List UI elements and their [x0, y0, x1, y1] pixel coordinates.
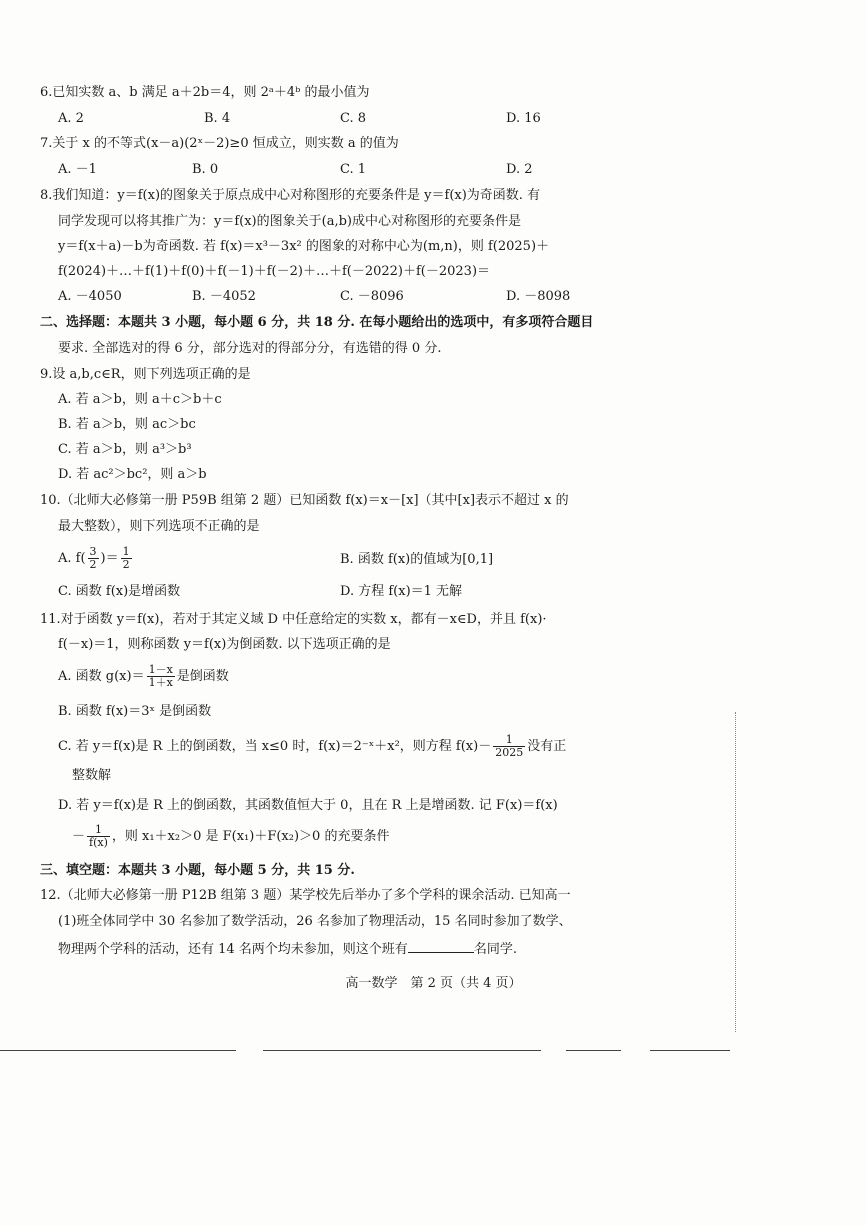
- q10-line2: 最大整数），则下列选项不正确的是: [58, 519, 260, 534]
- page-footer: 高一数学 第 2 页（共 4 页）: [345, 976, 522, 991]
- q7-option-b: B. 0: [192, 162, 219, 177]
- q11-option-a: A. 函数 g(x)＝ $\frac{1-x}{1+x}$ 是倒函数: [58, 663, 229, 689]
- q6-option-d: D. 16: [506, 111, 541, 126]
- answer-blank[interactable]: [408, 940, 474, 953]
- section2-note: 要求. 全部选对的得 6 分，部分选对的得部分分，有选错的得 0 分.: [58, 341, 442, 356]
- fraction: $\frac{1}{f(x)}$: [89, 823, 108, 849]
- fraction: $\frac{1-x}{1+x}$: [148, 663, 173, 689]
- q9-option-b: B. 若 a＞b，则 ac＞bc: [58, 417, 196, 432]
- q11-option-c: C. 若 y＝f(x)是 R 上的倒函数，当 x≤0 时，f(x)＝2⁻ˣ＋x²，则方程 f(x)－ $\frac{1}{2025}$ 没有正: [58, 733, 567, 759]
- q9-option-a: A. 若 a＞b，则 a＋c＞b＋c: [58, 392, 222, 407]
- q6-option-c: C. 8: [340, 111, 367, 126]
- q8-line1: 8.我们知道：y＝f(x)的图象关于原点成中心对称图形的充要条件是 y＝f(x)为奇函数. 有: [40, 188, 541, 203]
- q9-stem: 9.设 a,b,c∈R，则下列选项正确的是: [40, 367, 251, 382]
- q7-option-a: A. －1: [58, 162, 97, 177]
- q11-line1: 11.对于函数 y＝f(x)，若对于其定义域 D 中任意给定的实数 x，都有－x∈D，并且 f(x)·: [40, 612, 547, 627]
- divider-line: [650, 1050, 730, 1051]
- q11-option-c-cont: 整数解: [72, 768, 112, 783]
- fraction: $\frac{1}{2025}$: [495, 733, 524, 759]
- q10-option-a: A. f( $\frac{3}{2}$ )＝ $\frac{1}{2}$: [58, 545, 130, 571]
- q11-line2: f(－x)＝1，则称函数 y＝f(x)为倒函数. 以下选项正确的是: [58, 637, 391, 652]
- q10-line1: 10.（北师大必修第一册 P59B 组第 2 题）已知函数 f(x)＝x－[x]（其中[x]表示不超过 x 的: [40, 493, 569, 508]
- q11-option-d-line1: D. 若 y＝f(x)是 R 上的倒函数，其函数值恒大于 0，且在 R 上是增函数. 记 F(x)＝f(x): [58, 798, 558, 813]
- q6-stem: 6.已知实数 a、b 满足 a＋2b＝4，则 2ᵃ＋4ᵇ 的最小值为: [40, 85, 370, 100]
- q10-option-b: B. 函数 f(x)的值域为[0,1]: [340, 552, 494, 567]
- q10-option-c: C. 函数 f(x)是增函数: [58, 584, 181, 599]
- margin-dotted-line: [735, 712, 736, 1032]
- section3-header: 三、填空题：本题共 3 小题，每小题 5 分，共 15 分.: [40, 863, 355, 878]
- q12-line3: 物理两个学科的活动，还有 14 名两个均未参加，则这个班有 名同学.: [58, 942, 517, 957]
- q12-line2: (1)班全体同学中 30 名参加了数学活动，26 名参加了物理活动，15 名同时参加了数学、: [58, 914, 572, 929]
- fraction: $\frac{3}{2}$: [89, 545, 97, 571]
- divider-line: [0, 1050, 236, 1051]
- divider-line: [566, 1050, 621, 1051]
- q8-option-a: A. －4050: [58, 289, 122, 304]
- q11-option-d-line2: － $\frac{1}{f(x)}$ ，则 x₁＋x₂＞0 是 F(x₁)＋F(x₂)＞0 的充要条件: [72, 823, 390, 849]
- divider-line: [263, 1050, 541, 1051]
- q9-option-d: D. 若 ac²＞bc²，则 a＞b: [58, 467, 207, 482]
- q8-line2: 同学发现可以将其推广为：y＝f(x)的图象关于(a,b)成中心对称图形的充要条件是: [58, 214, 521, 229]
- q6-option-b: B. 4: [204, 111, 231, 126]
- q7-option-d: D. 2: [506, 162, 533, 177]
- q8-line3: y＝f(x＋a)－b为奇函数. 若 f(x)＝x³－3x² 的图象的对称中心为(m,n)，则 f(2025)＋: [58, 239, 550, 254]
- section2-header: 二、选择题：本题共 3 小题，每小题 6 分，共 18 分. 在每小题给出的选项中，有多项符合题目: [40, 315, 594, 330]
- q12-line1: 12.（北师大必修第一册 P12B 组第 3 题）某学校先后举办了多个学科的课余活动. 已知高一: [40, 888, 571, 903]
- q8-line4: f(2024)＋…＋f(1)＋f(0)＋f(－1)＋f(－2)＋…＋f(－2022)＋f(－2023)＝: [58, 264, 491, 279]
- q8-option-d: D. －8098: [506, 289, 571, 304]
- q10-option-d: D. 方程 f(x)＝1 无解: [340, 584, 463, 599]
- q6-option-a: A. 2: [58, 111, 84, 126]
- q8-option-b: B. －4052: [192, 289, 256, 304]
- q8-option-c: C. －8096: [340, 289, 404, 304]
- q7-stem: 7.关于 x 的不等式(x－a)(2ˣ－2)≥0 恒成立，则实数 a 的值为: [40, 136, 399, 151]
- q7-option-c: C. 1: [340, 162, 367, 177]
- fraction: $\frac{1}{2}$: [122, 545, 130, 571]
- q9-option-c: C. 若 a＞b，则 a³＞b³: [58, 442, 192, 457]
- q11-option-b: B. 函数 f(x)＝3ˣ 是倒函数: [58, 704, 212, 719]
